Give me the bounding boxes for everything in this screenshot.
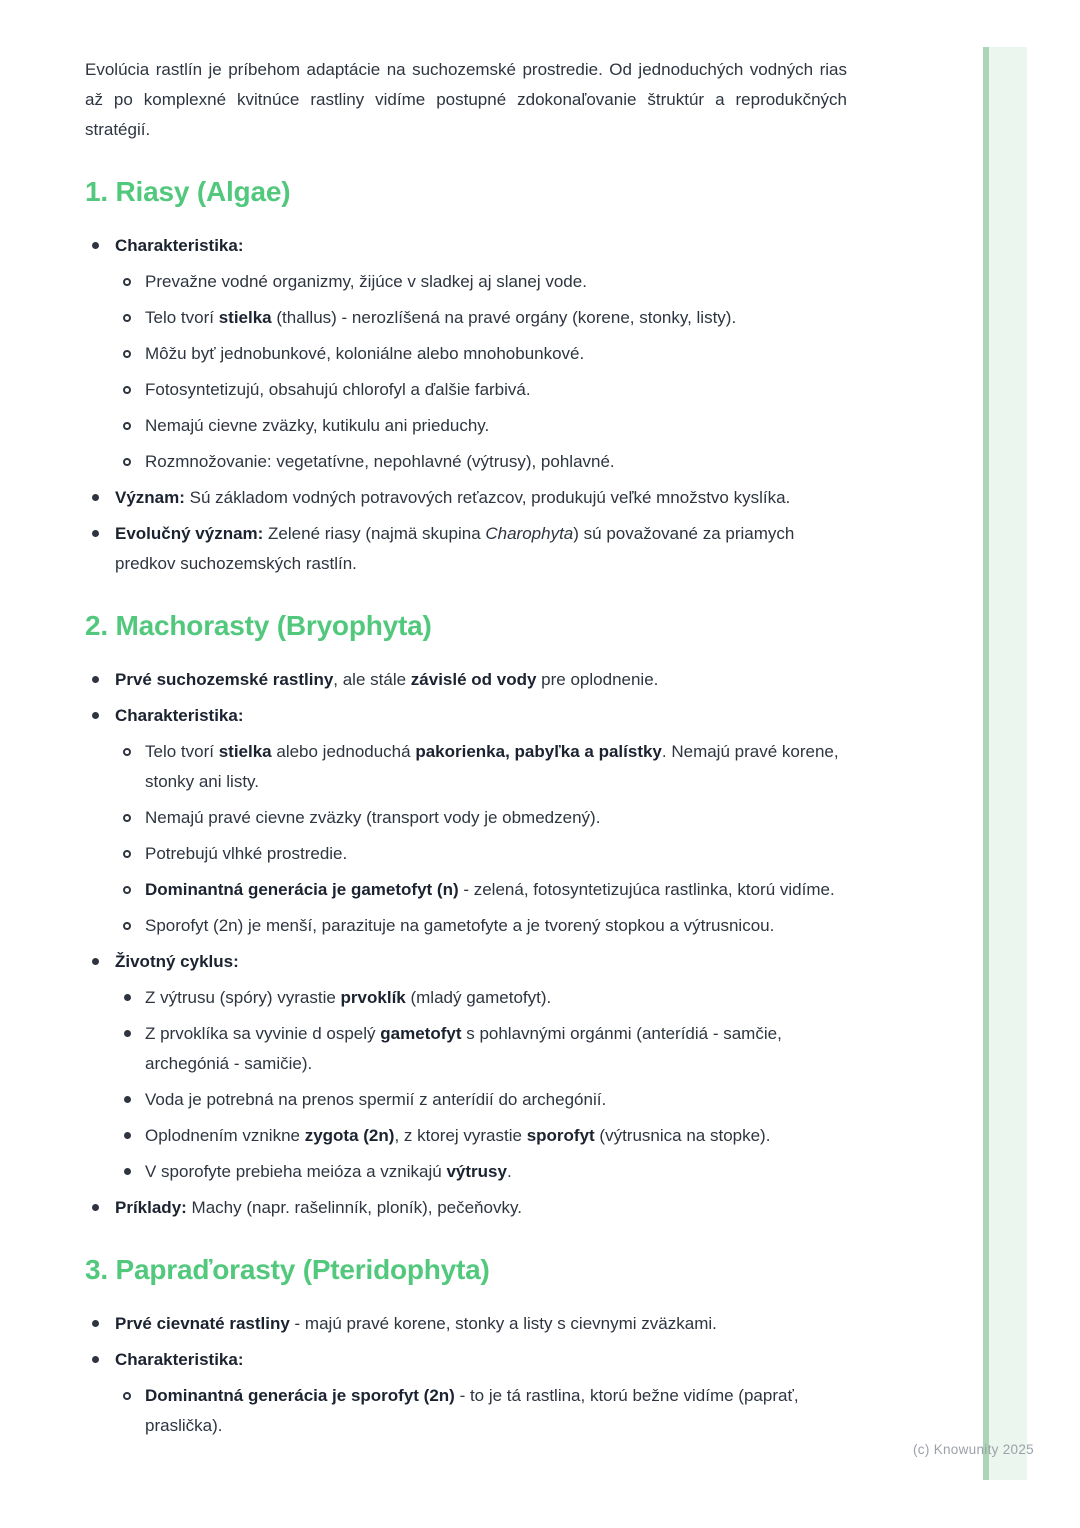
plain-text: Machy (napr. rašelinník, ploník), pečeňovky. bbox=[186, 1198, 522, 1217]
bold-text: stielka bbox=[218, 742, 272, 761]
disc-bullet-icon bbox=[92, 958, 99, 965]
plain-text: Z výtrusu (spóry) vyrastie bbox=[145, 988, 341, 1007]
list-item bbox=[85, 483, 847, 513]
bold-text: Dominantná generácia je sporofyt (2n) bbox=[145, 1386, 455, 1405]
plain-text: Potrebujú vlhké prostredie. bbox=[145, 844, 348, 863]
notes-page bbox=[85, 55, 847, 1447]
list-item bbox=[85, 339, 847, 369]
plain-text: , ale stále bbox=[333, 670, 411, 689]
disc-bullet-icon bbox=[92, 242, 99, 249]
plain-text: - to je tá rastlina, ktorú bežne vidíme (paprať, praslička). bbox=[145, 1386, 799, 1435]
bold-text: Význam: bbox=[115, 488, 185, 507]
circle-bullet-icon bbox=[123, 850, 131, 858]
plain-text: Zelené riasy (najmä skupina bbox=[263, 524, 486, 543]
section-title: 1. Riasy (Algae) bbox=[85, 176, 291, 207]
disc-bullet-icon bbox=[124, 1132, 131, 1139]
bold-text: Prvé cievnaté rastliny bbox=[115, 1314, 290, 1333]
plain-text: (výtrusnica na stopke). bbox=[594, 1126, 771, 1145]
circle-bullet-icon bbox=[123, 350, 131, 358]
plain-text: Z prvoklíka sa vyvinie d ospelý bbox=[145, 1024, 381, 1043]
watermark: (c) Knowunity 2025 bbox=[913, 1442, 1034, 1457]
disc-bullet-icon bbox=[92, 1204, 99, 1211]
intro-paragraph: Evolúcia rastlín je príbehom adaptácie na suchozemské prostredie. Od jednoduchých vodných rias až po komplexné kvitnúce rastliny vidíme postupné zdokonaľovanie štruktúr a reprodukčných stratégií. bbox=[85, 60, 847, 139]
circle-bullet-icon bbox=[123, 386, 131, 394]
disc-bullet-icon bbox=[92, 1320, 99, 1327]
list-item bbox=[85, 911, 847, 941]
section-title: 2. Machorasty (Bryophyta) bbox=[85, 610, 432, 641]
plain-text: Voda je potrebná na prenos spermií z anterídií do archegónií. bbox=[145, 1090, 607, 1109]
bold-text: Prvé suchozemské rastliny bbox=[115, 670, 334, 689]
list-item bbox=[85, 1381, 847, 1441]
bold-text: závislé od vody bbox=[410, 670, 537, 689]
sections-container bbox=[85, 175, 847, 1441]
bold-text: pakorienka, pabyľka a palístky bbox=[415, 742, 662, 761]
plain-text: Nemajú pravé cievne zväzky (transport vody je obmedzený). bbox=[145, 808, 601, 827]
plain-text: - majú pravé korene, stonky a listy s cievnymi zväzkami. bbox=[289, 1314, 717, 1333]
plain-text: Oplodnením vznikne bbox=[145, 1126, 305, 1145]
plain-text: pre oplodnenie. bbox=[536, 670, 659, 689]
circle-bullet-icon bbox=[123, 314, 131, 322]
list-item bbox=[85, 803, 847, 833]
list-item bbox=[85, 375, 847, 405]
bold-text: gametofyt bbox=[380, 1024, 462, 1043]
list-item bbox=[85, 665, 847, 695]
plain-text: Sporofyt (2n) je menší, parazituje na gametofyte a je tvorený stopkou a výtrusnicou. bbox=[145, 916, 775, 935]
bold-text: Príklady: bbox=[115, 1198, 187, 1217]
list-item bbox=[85, 737, 847, 797]
circle-bullet-icon bbox=[123, 748, 131, 756]
list-item bbox=[85, 875, 847, 905]
circle-bullet-icon bbox=[123, 886, 131, 894]
plain-text: Rozmnožovanie: vegetatívne, nepohlavné (výtrusy), pohlavné. bbox=[145, 452, 615, 471]
circle-bullet-icon bbox=[123, 814, 131, 822]
plain-text: - zelená, fotosyntetizujúca rastlinka, ktorú vidíme. bbox=[458, 880, 835, 899]
bold-text: prvoklík bbox=[340, 988, 406, 1007]
list-item bbox=[85, 1193, 847, 1223]
plain-text: alebo jednoduchá bbox=[271, 742, 416, 761]
page-edge-highlight bbox=[983, 47, 1027, 1480]
bold-text: stielka bbox=[218, 308, 272, 327]
plain-text: (thallus) - nerozlíšená na pravé orgány (korene, stonky, listy). bbox=[271, 308, 737, 327]
bold-text: sporofyt bbox=[526, 1126, 595, 1145]
list-item bbox=[85, 947, 847, 977]
document-section bbox=[85, 1253, 847, 1441]
bold-text: Evolučný význam: bbox=[115, 524, 264, 543]
plain-text: Môžu byť jednobunkové, koloniálne alebo mnohobunkové. bbox=[145, 344, 585, 363]
plain-text: . Nemajú pravé korene, stonky ani listy. bbox=[145, 742, 839, 791]
list-item bbox=[85, 1019, 847, 1079]
disc-bullet-icon bbox=[92, 1356, 99, 1363]
list-item bbox=[85, 267, 847, 297]
list-item bbox=[85, 1085, 847, 1115]
plain-text: . bbox=[506, 1162, 512, 1181]
disc-bullet-icon bbox=[92, 530, 99, 537]
bullet-list bbox=[85, 1309, 847, 1441]
bold-text: Dominantná generácia je gametofyt (n) bbox=[145, 880, 459, 899]
disc-bullet-icon bbox=[92, 712, 99, 719]
list-item bbox=[85, 1309, 847, 1339]
plain-text: , z ktorej vyrastie bbox=[394, 1126, 527, 1145]
bold-text: Charakteristika: bbox=[115, 706, 244, 725]
list-item bbox=[85, 231, 847, 261]
plain-text: Fotosyntetizujú, obsahujú chlorofyl a ďalšie farbivá. bbox=[145, 380, 531, 399]
disc-bullet-icon bbox=[124, 1030, 131, 1037]
disc-bullet-icon bbox=[124, 1096, 131, 1103]
plain-text: V sporofyte prebieha meióza a vznikajú bbox=[145, 1162, 447, 1181]
list-item bbox=[85, 1345, 847, 1375]
plain-text: s pohlavnými orgánmi (anterídiá - samčie, archegóniá - samičie). bbox=[145, 1024, 782, 1073]
list-item bbox=[85, 411, 847, 441]
italic-text: Charophyta bbox=[485, 524, 574, 543]
bold-text: zygota (2n) bbox=[304, 1126, 395, 1145]
bold-text: Charakteristika: bbox=[115, 236, 244, 255]
plain-text: Nemajú cievne zväzky, kutikulu ani prieduchy. bbox=[145, 416, 490, 435]
list-item bbox=[85, 983, 847, 1013]
list-item bbox=[85, 519, 847, 579]
bold-text: výtrusy bbox=[446, 1162, 507, 1181]
plain-text: Telo tvorí bbox=[145, 742, 219, 761]
list-item bbox=[85, 303, 847, 333]
circle-bullet-icon bbox=[123, 422, 131, 430]
document-section bbox=[85, 609, 847, 1223]
list-item bbox=[85, 839, 847, 869]
circle-bullet-icon bbox=[123, 922, 131, 930]
plain-text: Telo tvorí bbox=[145, 308, 219, 327]
list-item bbox=[85, 1157, 847, 1187]
plain-text: ) sú považované za priamych predkov suchozemských rastlín. bbox=[115, 524, 795, 573]
bold-text: Životný cyklus: bbox=[115, 952, 239, 971]
section-title: 3. Papraďorasty (Pteridophyta) bbox=[85, 1254, 490, 1285]
disc-bullet-icon bbox=[124, 1168, 131, 1175]
disc-bullet-icon bbox=[124, 994, 131, 1001]
list-item bbox=[85, 1121, 847, 1151]
list-item bbox=[85, 447, 847, 477]
list-item bbox=[85, 701, 847, 731]
disc-bullet-icon bbox=[92, 676, 99, 683]
disc-bullet-icon bbox=[92, 494, 99, 501]
plain-text: Sú základom vodných potravových reťazcov, produkujú veľké množstvo kyslíka. bbox=[184, 488, 791, 507]
circle-bullet-icon bbox=[123, 1392, 131, 1400]
plain-text: (mladý gametofyt). bbox=[405, 988, 552, 1007]
document-section bbox=[85, 175, 847, 579]
bold-text: Charakteristika: bbox=[115, 1350, 244, 1369]
circle-bullet-icon bbox=[123, 278, 131, 286]
circle-bullet-icon bbox=[123, 458, 131, 466]
bullet-list bbox=[85, 231, 847, 579]
plain-text: Prevažne vodné organizmy, žijúce v sladkej aj slanej vode. bbox=[145, 272, 587, 291]
bullet-list bbox=[85, 665, 847, 1223]
